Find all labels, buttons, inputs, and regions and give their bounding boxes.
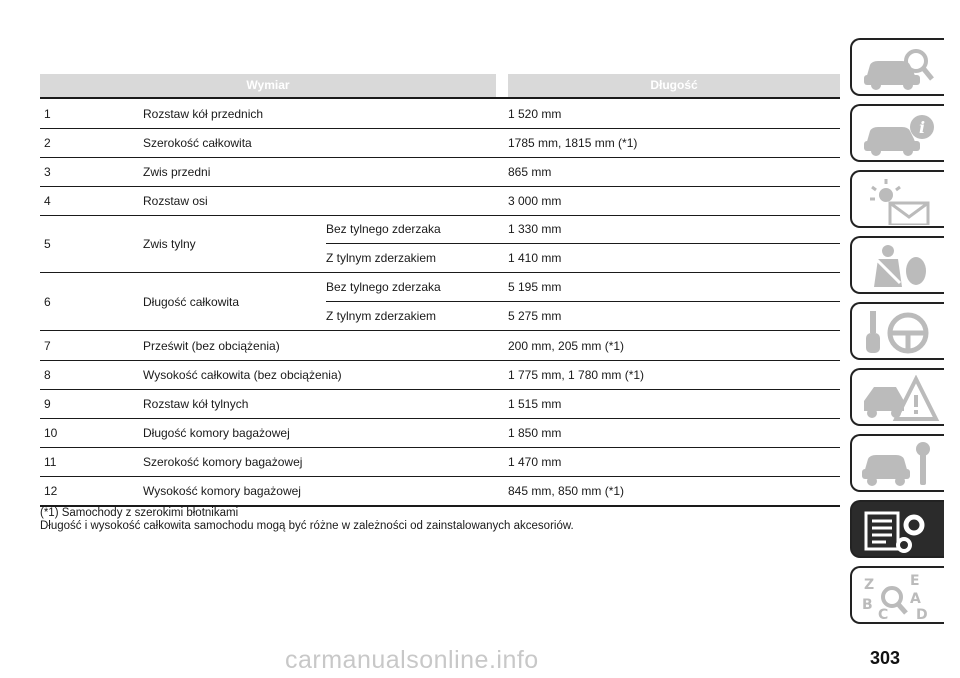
row-name: Wysokość komory bagażowej xyxy=(143,483,301,498)
row-number: 1 xyxy=(44,106,51,121)
tab-seatbelt-airbag[interactable] xyxy=(850,236,944,294)
svg-text:D: D xyxy=(916,607,928,621)
tab-key-steering[interactable] xyxy=(850,302,944,360)
sub-value: 5 195 mm xyxy=(508,280,562,294)
row-number: 9 xyxy=(44,396,51,411)
row-value: 200 mm, 205 mm (*1) xyxy=(508,338,625,353)
sub-divider xyxy=(326,301,840,302)
row-name: Zwis tylny xyxy=(143,236,196,251)
row-value: 1 850 mm xyxy=(508,425,562,440)
row-value: 845 mm, 850 mm (*1) xyxy=(508,483,625,498)
row-number: 10 xyxy=(44,425,58,440)
alphabetical-index-icon xyxy=(860,573,940,621)
sub-label: Bez tylnego zderzaka xyxy=(326,280,441,294)
warning-lights-icon xyxy=(860,177,940,225)
footnote: (*1) Samochody z szerokimi błotnikami xyxy=(40,507,239,519)
notes xyxy=(40,507,574,533)
table-row xyxy=(40,331,840,361)
table-row xyxy=(40,447,840,477)
sub-label: Z tylnym zderzakiem xyxy=(326,309,437,323)
car-maintenance-icon xyxy=(860,441,940,489)
row-number: 5 xyxy=(44,236,51,251)
svg-text:E: E xyxy=(910,573,920,589)
row-name: Rozstaw kół przednich xyxy=(143,106,264,121)
row-number: 11 xyxy=(44,454,57,469)
sub-value: 1 330 mm xyxy=(508,222,562,236)
tab-warning-lights[interactable] xyxy=(850,170,944,228)
row-name: Długość całkowita xyxy=(143,294,240,309)
car-info-icon xyxy=(860,111,940,159)
sub-label: Bez tylnego zderzaka xyxy=(326,222,441,236)
tab-technical-data[interactable] xyxy=(850,500,944,558)
sub-divider xyxy=(326,243,840,244)
key-steering-wheel-icon xyxy=(860,309,940,357)
tab-alphabetical-index[interactable] xyxy=(850,566,944,624)
row-name: Rozstaw kół tylnych xyxy=(143,396,249,411)
table-row xyxy=(40,186,840,216)
watermark: carmanualsonline.info xyxy=(285,646,539,674)
row-value: 865 mm xyxy=(508,164,552,179)
row-number: 2 xyxy=(44,135,51,150)
table-row xyxy=(40,128,840,158)
row-number: 12 xyxy=(44,483,58,498)
row-name: Rozstaw osi xyxy=(143,193,208,208)
table-row xyxy=(40,418,840,448)
car-accident-warning-icon xyxy=(860,375,940,423)
row-name: Wysokość całkowita (bez obciążenia) xyxy=(143,367,342,382)
table-row xyxy=(40,476,840,507)
row-number: 8 xyxy=(44,367,51,382)
row-name: Długość komory bagażowej xyxy=(143,425,290,440)
page-number: 303 xyxy=(870,648,901,668)
row-number: 4 xyxy=(44,193,51,208)
row-name: Prześwit (bez obciążenia) xyxy=(143,338,280,353)
table-row xyxy=(40,273,840,331)
tab-car-search[interactable] xyxy=(850,38,944,96)
row-name: Szerokość całkowita xyxy=(143,135,252,150)
row-value: 1 470 mm xyxy=(508,454,562,469)
row-name: Szerokość komory bagażowej xyxy=(143,454,303,469)
svg-text:B: B xyxy=(862,597,873,613)
table-header xyxy=(40,74,840,97)
tab-car-accident[interactable] xyxy=(850,368,944,426)
car-search-icon xyxy=(860,45,940,93)
tab-car-maintenance[interactable] xyxy=(850,434,944,492)
tab-car-info[interactable] xyxy=(850,104,944,162)
table-row xyxy=(40,215,840,273)
row-value: 3 000 mm xyxy=(508,193,562,208)
sub-label: Z tylnym zderzakiem xyxy=(326,251,437,265)
svg-text:Z: Z xyxy=(864,577,875,593)
row-value: 1785 mm, 1815 mm (*1) xyxy=(508,135,638,150)
svg-text:A: A xyxy=(910,591,921,607)
table-row xyxy=(40,389,840,419)
row-name: Zwis przedni xyxy=(143,164,211,179)
technical-data-icon xyxy=(860,507,940,555)
header-dimension: Wymiar xyxy=(40,74,496,97)
sub-value: 5 275 mm xyxy=(508,309,562,323)
remark: Długość i wysokość całkowita samochodu mogą być różne w zależności od zainstalowanych akcesoriów. xyxy=(40,520,574,532)
header-length: Długość xyxy=(508,74,840,97)
row-value: 1 520 mm xyxy=(508,106,562,121)
seatbelt-airbag-icon xyxy=(860,243,940,291)
row-number: 6 xyxy=(44,294,51,309)
row-value: 1 515 mm xyxy=(508,396,562,411)
svg-text:i: i xyxy=(919,118,926,137)
table-row xyxy=(40,99,840,129)
svg-text:C: C xyxy=(878,607,889,621)
sub-value: 1 410 mm xyxy=(508,251,562,265)
row-number: 7 xyxy=(44,338,51,353)
row-value: 1 775 mm, 1 780 mm (*1) xyxy=(508,367,645,382)
table-row xyxy=(40,157,840,187)
table-row xyxy=(40,360,840,390)
row-number: 3 xyxy=(44,164,51,179)
